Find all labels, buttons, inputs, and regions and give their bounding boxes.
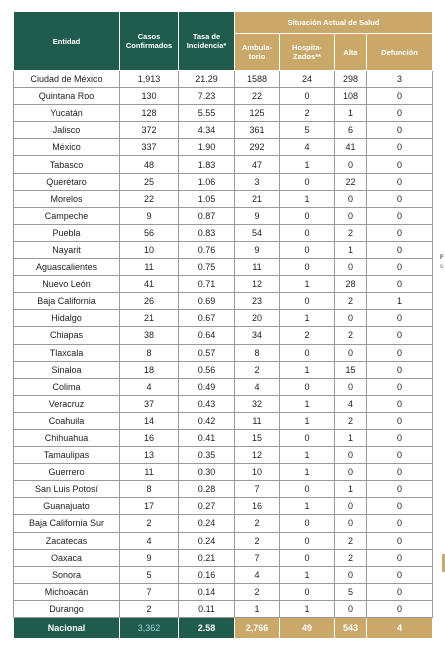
cell-hospitalizados: 24 [280,71,335,88]
table-row [14,122,433,139]
table-row [14,583,433,600]
cell-casos: 8 [120,481,179,498]
cell-hospitalizados: 1 [280,566,335,583]
cell-tasa: 21.29 [179,71,235,88]
cell-entidad: Guanajuato [14,498,120,515]
table-row [14,259,433,276]
cell-tasa: 0.42 [179,412,235,429]
cell-tasa: 0.41 [179,429,235,446]
header-situacion-actual: Situación Actual de Salud [235,12,433,34]
cell-defuncion: 0 [367,566,433,583]
cell-tasa: 0.57 [179,344,235,361]
cell-entidad: Ciudad de México [14,71,120,88]
cell-ambulatorio: 2 [235,515,280,532]
cell-tasa: 0.24 [179,532,235,549]
table-row [14,532,433,549]
cell-entidad: Oaxaca [14,549,120,566]
cell-alta: 0 [335,156,367,173]
cell-hospitalizados: 1 [280,447,335,464]
table-row [14,207,433,224]
cell-casos: 7 [120,583,179,600]
table-row [14,549,433,566]
total-ambulatorio: 2,766 [235,618,280,639]
cell-ambulatorio: 2 [235,532,280,549]
cell-alta: 2 [335,224,367,241]
table-row [14,481,433,498]
cell-ambulatorio: 9 [235,241,280,258]
header-entidad: Entidad [14,12,120,71]
cell-casos: 13 [120,447,179,464]
cell-tasa: 1.06 [179,173,235,190]
cell-hospitalizados: 0 [280,207,335,224]
cell-hospitalizados: 0 [280,88,335,105]
table-row [14,293,433,310]
cell-tasa: 0.69 [179,293,235,310]
cell-alta: 1 [335,429,367,446]
cell-ambulatorio: 7 [235,481,280,498]
cell-alta: 41 [335,139,367,156]
cell-hospitalizados: 2 [280,105,335,122]
side-text-fragment-2: s [440,264,443,270]
cell-casos: 18 [120,361,179,378]
table-row [14,395,433,412]
cell-defuncion: 0 [367,276,433,293]
cell-hospitalizados: 0 [280,378,335,395]
cell-defuncion: 0 [367,156,433,173]
cell-ambulatorio: 20 [235,310,280,327]
cell-alta: 0 [335,190,367,207]
cell-tasa: 0.21 [179,549,235,566]
cell-tasa: 0.28 [179,481,235,498]
cell-entidad: Campeche [14,207,120,224]
cell-casos: 21 [120,310,179,327]
total-casos: 3,362 [120,618,179,639]
cell-ambulatorio: 361 [235,122,280,139]
cell-tasa: 1.90 [179,139,235,156]
cell-ambulatorio: 12 [235,276,280,293]
cell-ambulatorio: 47 [235,156,280,173]
header-casos-confirmados: Casos Confirmados [120,12,179,71]
cell-entidad: Baja California [14,293,120,310]
cell-casos: 9 [120,549,179,566]
cell-tasa: 0.87 [179,207,235,224]
cell-casos: 8 [120,344,179,361]
cell-tasa: 0.27 [179,498,235,515]
cell-alta: 2 [335,412,367,429]
cell-alta: 4 [335,395,367,412]
cell-hospitalizados: 0 [280,344,335,361]
table-row [14,173,433,190]
cell-defuncion: 0 [367,122,433,139]
cell-tasa: 0.16 [179,566,235,583]
cell-alta: 15 [335,361,367,378]
cell-ambulatorio: 22 [235,88,280,105]
cell-alta: 1 [335,105,367,122]
cell-defuncion: 0 [367,464,433,481]
cell-ambulatorio: 54 [235,224,280,241]
cell-alta: 0 [335,207,367,224]
table-row [14,190,433,207]
cell-hospitalizados: 0 [280,549,335,566]
cell-defuncion: 0 [367,515,433,532]
cell-entidad: Michoacán [14,583,120,600]
table-row [14,156,433,173]
cell-hospitalizados: 0 [280,481,335,498]
cell-alta: 6 [335,122,367,139]
cell-tasa: 0.35 [179,447,235,464]
cell-defuncion: 0 [367,600,433,617]
cell-defuncion: 0 [367,327,433,344]
cell-casos: 2 [120,600,179,617]
table-row [14,71,433,88]
cell-ambulatorio: 3 [235,173,280,190]
cell-casos: 25 [120,173,179,190]
cell-tasa: 0.71 [179,276,235,293]
table-row [14,429,433,446]
cell-tasa: 0.49 [179,378,235,395]
cell-ambulatorio: 11 [235,259,280,276]
cell-ambulatorio: 21 [235,190,280,207]
cell-entidad: Jalisco [14,122,120,139]
cell-casos: 4 [120,532,179,549]
cell-ambulatorio: 4 [235,566,280,583]
cell-ambulatorio: 1588 [235,71,280,88]
cell-hospitalizados: 1 [280,464,335,481]
cell-hospitalizados: 0 [280,532,335,549]
total-tasa: 2.58 [179,618,235,639]
cell-tasa: 0.83 [179,224,235,241]
cell-casos: 26 [120,293,179,310]
table-row [14,327,433,344]
table-row [14,88,433,105]
cell-ambulatorio: 15 [235,429,280,446]
cell-hospitalizados: 1 [280,412,335,429]
cell-defuncion: 0 [367,583,433,600]
cell-defuncion: 0 [367,549,433,566]
cell-entidad: Puebla [14,224,120,241]
total-alta: 543 [335,618,367,639]
cell-hospitalizados: 1 [280,156,335,173]
cell-casos: 337 [120,139,179,156]
cell-alta: 0 [335,344,367,361]
cell-alta: 0 [335,259,367,276]
cell-tasa: 0.75 [179,259,235,276]
cell-tasa: 5.55 [179,105,235,122]
cell-ambulatorio: 2 [235,361,280,378]
cell-casos: 14 [120,412,179,429]
table-row [14,498,433,515]
cell-defuncion: 0 [367,532,433,549]
cell-casos: 38 [120,327,179,344]
cell-tasa: 0.64 [179,327,235,344]
cell-entidad: Sonora [14,566,120,583]
cell-entidad: Aguascalientes [14,259,120,276]
cell-defuncion: 0 [367,88,433,105]
cell-alta: 0 [335,600,367,617]
cell-defuncion: 0 [367,224,433,241]
cell-ambulatorio: 12 [235,447,280,464]
cell-entidad: Nayarit [14,241,120,258]
cell-tasa: 0.24 [179,515,235,532]
cell-alta: 28 [335,276,367,293]
table-row [14,464,433,481]
cell-tasa: 0.30 [179,464,235,481]
cell-defuncion: 0 [367,498,433,515]
cell-hospitalizados: 2 [280,327,335,344]
cell-entidad: México [14,139,120,156]
table-row [14,310,433,327]
cell-hospitalizados: 5 [280,122,335,139]
cell-casos: 37 [120,395,179,412]
total-row [14,618,433,639]
cell-alta: 2 [335,549,367,566]
table-row [14,566,433,583]
cell-ambulatorio: 125 [235,105,280,122]
cell-alta: 1 [335,241,367,258]
cell-casos: 372 [120,122,179,139]
cell-tasa: 7.23 [179,88,235,105]
cell-defuncion: 0 [367,429,433,446]
cell-entidad: Coahuila [14,412,120,429]
cell-casos: 48 [120,156,179,173]
cell-defuncion: 0 [367,395,433,412]
cell-entidad: Morelos [14,190,120,207]
cell-hospitalizados: 0 [280,241,335,258]
cell-ambulatorio: 32 [235,395,280,412]
table-row [14,344,433,361]
cell-casos: 1,913 [120,71,179,88]
cell-hospitalizados: 1 [280,310,335,327]
cell-entidad: Chihuahua [14,429,120,446]
cell-ambulatorio: 292 [235,139,280,156]
cell-defuncion: 0 [367,378,433,395]
cell-entidad: Veracruz [14,395,120,412]
cell-alta: 298 [335,71,367,88]
cell-defuncion: 0 [367,344,433,361]
cell-alta: 0 [335,464,367,481]
cell-entidad: Chiapas [14,327,120,344]
cell-hospitalizados: 1 [280,361,335,378]
cell-hospitalizados: 1 [280,600,335,617]
cell-hospitalizados: 0 [280,173,335,190]
header-alta: Alta [335,34,367,71]
table-row [14,139,433,156]
cell-alta: 2 [335,532,367,549]
cell-alta: 0 [335,447,367,464]
cell-defuncion: 0 [367,259,433,276]
cell-tasa: 0.56 [179,361,235,378]
cell-tasa: 1.05 [179,190,235,207]
cell-entidad: Durango [14,600,120,617]
cell-alta: 1 [335,481,367,498]
cell-alta: 108 [335,88,367,105]
cell-entidad: Querétaro [14,173,120,190]
cell-ambulatorio: 9 [235,207,280,224]
cell-hospitalizados: 0 [280,259,335,276]
cell-ambulatorio: 2 [235,583,280,600]
table-row [14,515,433,532]
cell-tasa: 0.76 [179,241,235,258]
cell-tasa: 4.34 [179,122,235,139]
cell-alta: 0 [335,310,367,327]
cell-alta: 0 [335,566,367,583]
cell-ambulatorio: 10 [235,464,280,481]
cell-defuncion: 0 [367,361,433,378]
cell-casos: 11 [120,259,179,276]
cell-entidad: Tlaxcala [14,344,120,361]
cell-alta: 22 [335,173,367,190]
cell-casos: 17 [120,498,179,515]
cell-hospitalizados: 1 [280,276,335,293]
cell-defuncion: 0 [367,105,433,122]
table-row [14,378,433,395]
cell-defuncion: 3 [367,71,433,88]
cell-defuncion: 0 [367,447,433,464]
cell-hospitalizados: 0 [280,224,335,241]
cell-casos: 9 [120,207,179,224]
header-hospitalizados: Hospita-Zados** [280,34,335,71]
table-row [14,412,433,429]
cell-casos: 4 [120,378,179,395]
cell-alta: 0 [335,515,367,532]
cell-hospitalizados: 1 [280,395,335,412]
cell-entidad: Tabasco [14,156,120,173]
cell-entidad: Colima [14,378,120,395]
cell-ambulatorio: 34 [235,327,280,344]
cell-casos: 41 [120,276,179,293]
cell-hospitalizados: 0 [280,515,335,532]
cell-casos: 22 [120,190,179,207]
cases-table [13,11,433,639]
cell-entidad: Sinaloa [14,361,120,378]
header-tasa-incidencia: Tasa de Incidencia* [179,12,235,71]
table-row [14,600,433,617]
total-defuncion: 4 [367,618,433,639]
cell-entidad: Yucatán [14,105,120,122]
cell-entidad: Nuevo León [14,276,120,293]
cell-casos: 10 [120,241,179,258]
side-text-fragment: F [440,255,444,261]
table-row [14,361,433,378]
cell-ambulatorio: 4 [235,378,280,395]
cell-entidad: Guerrero [14,464,120,481]
cell-alta: 2 [335,327,367,344]
cell-defuncion: 0 [367,481,433,498]
cell-casos: 128 [120,105,179,122]
cell-ambulatorio: 1 [235,600,280,617]
cell-entidad: Tamaulipas [14,447,120,464]
cell-defuncion: 0 [367,412,433,429]
cell-alta: 5 [335,583,367,600]
cell-ambulatorio: 23 [235,293,280,310]
cell-casos: 56 [120,224,179,241]
cell-ambulatorio: 7 [235,549,280,566]
cell-hospitalizados: 1 [280,190,335,207]
cell-hospitalizados: 0 [280,293,335,310]
cell-casos: 130 [120,88,179,105]
cell-defuncion: 0 [367,310,433,327]
cell-casos: 16 [120,429,179,446]
cell-entidad: Zacatecas [14,532,120,549]
cell-hospitalizados: 0 [280,583,335,600]
cell-hospitalizados: 1 [280,498,335,515]
cell-tasa: 0.43 [179,395,235,412]
cell-entidad: San Luis Potosí [14,481,120,498]
cell-defuncion: 0 [367,190,433,207]
cell-ambulatorio: 11 [235,412,280,429]
cell-alta: 0 [335,378,367,395]
table-body [14,71,433,618]
cell-casos: 5 [120,566,179,583]
cell-defuncion: 1 [367,293,433,310]
cell-tasa: 0.67 [179,310,235,327]
cell-defuncion: 0 [367,241,433,258]
table-row [14,224,433,241]
header-defuncion: Defunción [367,34,433,71]
cell-tasa: 0.11 [179,600,235,617]
header-ambulatorio: Ambula-torio [235,34,280,71]
cell-casos: 2 [120,515,179,532]
table-row [14,241,433,258]
cell-defuncion: 0 [367,173,433,190]
cell-defuncion: 0 [367,207,433,224]
table-row [14,105,433,122]
cell-ambulatorio: 16 [235,498,280,515]
total-label: Nacional [14,618,120,639]
cell-casos: 11 [120,464,179,481]
cell-hospitalizados: 0 [280,429,335,446]
cell-alta: 0 [335,498,367,515]
cell-hospitalizados: 4 [280,139,335,156]
cell-tasa: 1.83 [179,156,235,173]
cell-entidad: Hidalgo [14,310,120,327]
cell-defuncion: 0 [367,139,433,156]
cell-entidad: Quintana Roo [14,88,120,105]
table-row [14,447,433,464]
table-row [14,276,433,293]
cell-tasa: 0.14 [179,583,235,600]
cell-ambulatorio: 8 [235,344,280,361]
cell-alta: 2 [335,293,367,310]
total-hospitalizados: 49 [280,618,335,639]
cell-entidad: Baja California Sur [14,515,120,532]
